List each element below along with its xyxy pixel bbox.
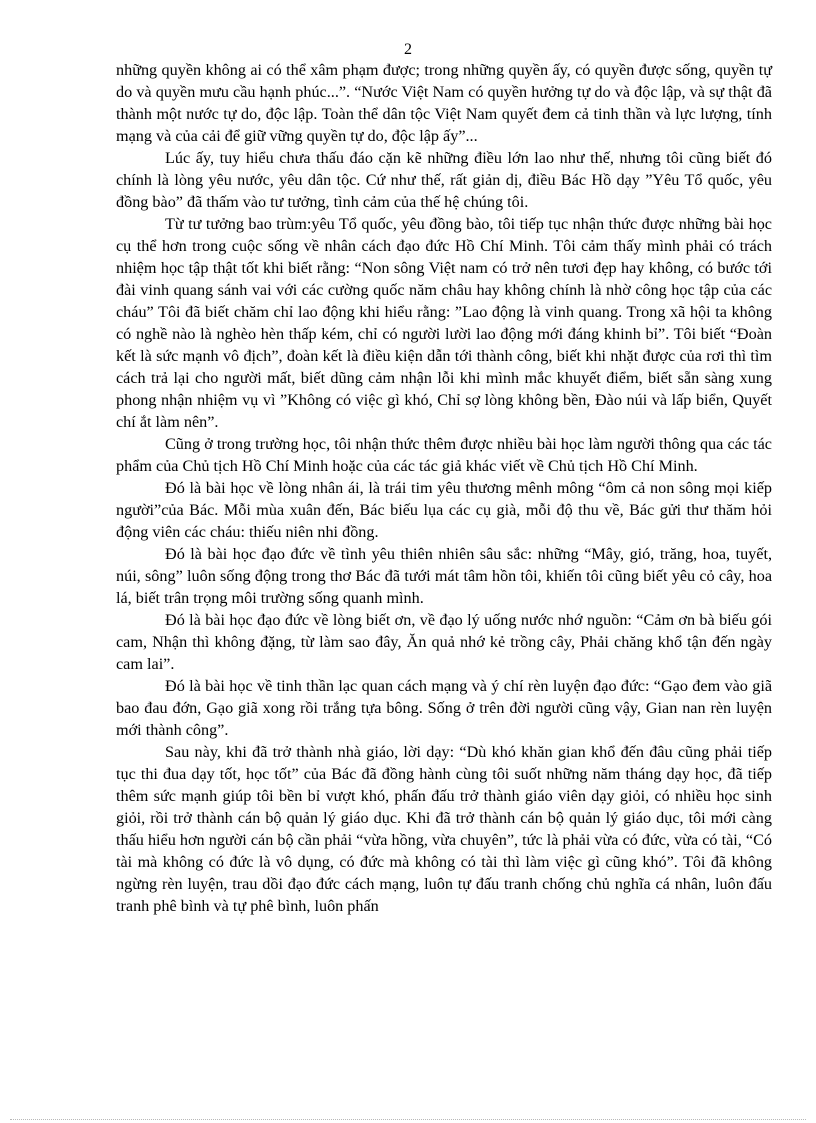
paragraph-7: Đó là bài học đạo đức về lòng biết ơn, về đạo lý uống nước nhớ nguồn: “Cảm ơn bà biếu gói cam, Nhận thì không đặng, từ làm sao đây, Ăn quả nhớ kẻ trồng cây, Phải chăng khổ tận đến ngày cam lai”. <box>116 611 772 673</box>
paragraph-9: Sau này, khi đã trở thành nhà giáo, lời dạy: “Dù khó khăn gian khổ đến đâu cũng phải tiếp tục thi đua dạy tốt, học tốt” của Bác đã đồng hành cùng tôi suốt những năm tháng dạy học, đã tiếp thêm sức mạnh giúp tôi bền bỉ vượt khó, phấn đấu trở thành giáo viên dạy giỏi, có nhiều học sinh giỏi, rồi trở thành cán bộ quản lý giáo dục. Khi đã trở thành cán bộ quản lý giáo dục, tôi mới càng thấu hiểu hơn người cán bộ cần phải “vừa hồng, vừa chuyên”, tức là phải vừa có đức, vừa có tài, “Có tài mà không có đức là vô dụng, có đức mà không có tài thì làm việc gì cũng khó”. Tôi đã không ngừng rèn luyện, trau dồi đạo đức cách mạng, luôn tự đấu tranh chống chủ nghĩa cá nhân, luôn đấu tranh phê bình và tự phê bình, luôn phấn <box>116 743 772 915</box>
page-bottom-divider <box>10 1119 806 1120</box>
paragraph-6: Đó là bài học đạo đức về tình yêu thiên nhiên sâu sắc: những “Mây, gió, trăng, hoa, tuyết, núi, sông” luôn sống động trong thơ Bác đã tưới mát tâm hồn tôi, khiến tôi cũng biết yêu cỏ cây, hoa lá, biết trân trọng môi trường sống quanh mình. <box>116 545 772 607</box>
paragraph-4: Cũng ở trong trường học, tôi nhận thức thêm được nhiều bài học làm người thông qua các tác phẩm của Chủ tịch Hồ Chí Minh hoặc của các tác giả khác viết về Chủ tịch Hồ Chí Minh. <box>116 435 772 475</box>
paragraph-2: Lúc ấy, tuy hiểu chưa thấu đáo cặn kẽ những điều lớn lao như thế, nhưng tôi cũng biết đó chính là lòng yêu nước, yêu dân tộc. Cứ như thế, rất giản dị, điều Bác Hồ dạy ”Yêu Tổ quốc, yêu đồng bào” đã thấm vào tư tưởng, tình cảm của thế hệ chúng tôi. <box>116 149 772 211</box>
paragraph-3: Từ tư tưởng bao trùm:yêu Tổ quốc, yêu đồng bào, tôi tiếp tục nhận thức được những bài học cụ thể hơn trong cuộc sống về nhân cách đạo đức Hồ Chí Minh. Tôi cảm thấy mình phải có trách nhiệm học tập thật tốt khi biết rằng: “Non sông Việt nam có trở nên tươi đẹp hay không, có bước tới đài vinh quang sánh vai với các cường quốc năm châu hay không chính là nhờ công học tập của các cháu” Tôi đã biết chăm chỉ lao động khi hiểu rằng: ”Lao động là vinh quang. Trong xã hội ta không có nghề nào là nghèo hèn thấp kém, chỉ có người lười lao động mới đáng khinh bỉ”. Tôi biết “Đoàn kết là sức mạnh vô địch”, đoàn kết là điều kiện dẫn tới thành công, biết khi nhặt được của rơi thì tìm cách trả lại cho người mất, biết dũng cảm nhận lỗi khi mình mắc khuyết điểm, biết sẵn sàng xung phong nhận nhiệm vụ vì ”Không có việc gì khó, Chỉ sợ lòng không bền, Đào núi và lấp biển, Quyết chí ắt làm nên”. <box>116 215 772 431</box>
paragraph-8: Đó là bài học về tinh thần lạc quan cách mạng và ý chí rèn luyện đạo đức: “Gạo đem vào giã bao đau đớn, Gạo giã xong rồi trắng tựa bông. Sống ở trên đời người cũng vậy, Gian nan rèn luyện mới thành công”. <box>116 677 772 739</box>
paragraph-5: Đó là bài học về lòng nhân ái, là trái tim yêu thương mênh mông “ôm cả non sông mọi kiếp người”của Bác. Mỗi mùa xuân đến, Bác biếu lụa các cụ già, mỗi độ thu về, Bác gửi thư thăm hỏi động viên các cháu: thiếu niên nhi đồng. <box>116 479 772 541</box>
document-body <box>116 59 772 917</box>
page-number: 2 <box>404 41 412 58</box>
paragraph-1: những quyền không ai có thể xâm phạm được; trong những quyền ấy, có quyền được sống, quyền tự do và quyền mưu cầu hạnh phúc...”. “Nước Việt Nam có quyền hưởng tự do và độc lập, và sự thật đã thành một nước tự do, độc lập. Toàn thể dân tộc Việt Nam quyết đem cả tinh thần và lực lượng, tính mạng và của cải để giữ vững quyền tự do, độc lập ấy”... <box>116 61 772 145</box>
